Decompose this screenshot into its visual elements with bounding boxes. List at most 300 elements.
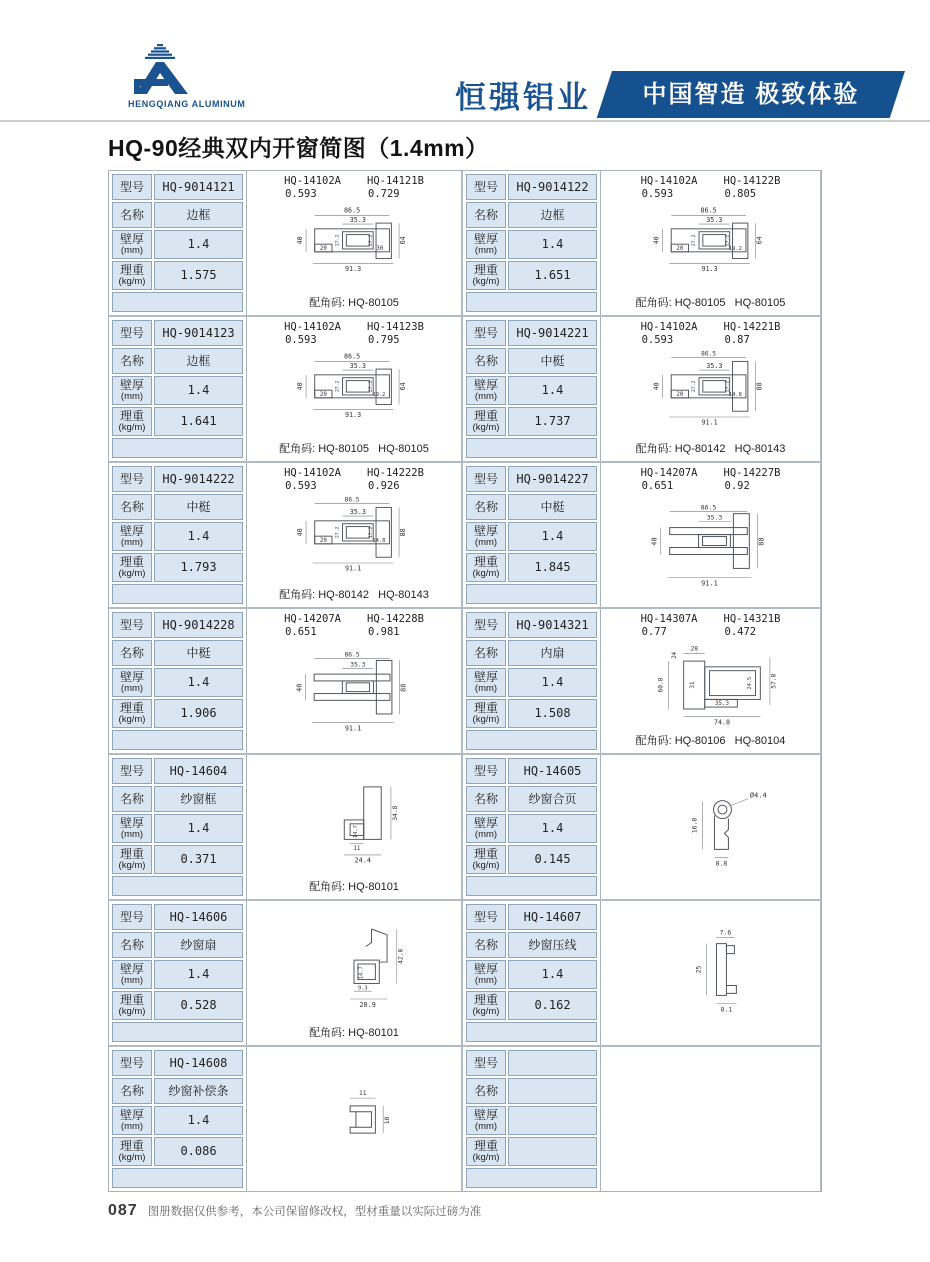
spec-value-name: 中梃 [154, 640, 243, 666]
spec-row-name [466, 786, 597, 812]
spec-row-name [466, 348, 597, 374]
spec-row-thickness [112, 668, 243, 697]
part-label: HQ-14222B 0.926 [367, 467, 424, 492]
spec-empty-cell [466, 1022, 597, 1042]
drawing-area [246, 1047, 461, 1191]
svg-text:40: 40 [295, 683, 304, 692]
spec-row-weight [466, 261, 597, 290]
svg-text:40: 40 [652, 236, 661, 245]
profile-drawing-svg [249, 202, 459, 294]
drawing-area [600, 171, 820, 315]
svg-text:20: 20 [319, 391, 327, 398]
spec-table [463, 463, 600, 607]
spec-value-model: HQ-9014222 [154, 466, 243, 492]
svg-text:57.8: 57.8 [770, 673, 778, 689]
profile-drawing-svg [603, 494, 818, 605]
profile-drawing-svg [249, 494, 459, 586]
spec-table [109, 463, 246, 607]
spec-table [109, 755, 246, 899]
svg-text:8.8: 8.8 [715, 859, 728, 868]
profile-drawing-svg [249, 904, 459, 1024]
spec-value-thickness: 1.4 [154, 668, 243, 697]
drawing-area [600, 317, 820, 461]
profile-card [109, 609, 461, 753]
spec-row-thickness [112, 960, 243, 989]
spec-label-weight: 理重 (kg/m) [466, 261, 506, 290]
svg-text:14.8: 14.8 [372, 537, 386, 544]
part-label: HQ-14207A 0.651 [284, 613, 341, 638]
svg-text:20: 20 [676, 391, 684, 398]
spec-value-thickness: 1.4 [154, 814, 243, 843]
part-label: HQ-14102A 0.593 [284, 175, 341, 200]
svg-text:64: 64 [398, 236, 407, 245]
svg-text:20: 20 [319, 245, 327, 252]
spec-label-weight: 理重 (kg/m) [112, 991, 152, 1020]
drawing-area [246, 171, 461, 315]
spec-label-name: 名称 [466, 932, 506, 958]
spec-value-weight: 1.641 [154, 407, 243, 436]
spec-value-thickness: 1.4 [154, 376, 243, 405]
spec-value-model: HQ-14608 [154, 1050, 243, 1076]
drawing-area [246, 463, 461, 607]
spec-label-model: 型号 [112, 758, 152, 784]
spec-row-filler [466, 1022, 597, 1042]
svg-text:86.5: 86.5 [344, 651, 360, 659]
spec-label-weight: 理重 (kg/m) [112, 1137, 152, 1166]
part-label: HQ-14123B 0.795 [367, 321, 424, 346]
spec-value-name: 中梃 [508, 494, 597, 520]
spec-row-weight [466, 407, 597, 436]
svg-text:24.4: 24.4 [354, 856, 371, 865]
svg-text:35.3: 35.3 [349, 216, 366, 225]
spec-row-model [112, 466, 243, 492]
spec-row-thickness [466, 522, 597, 551]
spec-row-thickness [466, 668, 597, 697]
part-labels [249, 174, 459, 202]
part-labels [249, 466, 459, 494]
svg-text:27.2: 27.2 [369, 380, 375, 393]
drawing-area [246, 317, 461, 461]
svg-text:34.8: 34.8 [391, 805, 399, 821]
svg-text:40: 40 [650, 537, 659, 546]
svg-text:88: 88 [755, 382, 764, 391]
spec-label-model: 型号 [466, 1050, 506, 1076]
part-label: HQ-14207A 0.651 [640, 467, 698, 492]
svg-text:31: 31 [690, 681, 697, 689]
spec-row-weight [466, 991, 597, 1020]
spec-label-thickness: 壁厚 (mm) [112, 522, 152, 551]
profile-card [109, 317, 461, 461]
page-title: HQ-90经典双内开窗简图（1.4mm） [108, 135, 489, 161]
spec-value-name: 中梃 [154, 494, 243, 520]
svg-text:35.3: 35.3 [706, 216, 723, 225]
svg-text:27.2: 27.2 [725, 234, 731, 247]
spec-label-weight: 理重 (kg/m) [466, 553, 506, 582]
spec-empty-cell [112, 1022, 243, 1042]
spec-value-weight: 0.528 [154, 991, 243, 1020]
spec-value-weight: 1.575 [154, 261, 243, 290]
spec-label-thickness: 壁厚 (mm) [112, 960, 152, 989]
svg-text:35.3: 35.3 [349, 362, 366, 371]
svg-text:88: 88 [398, 528, 407, 537]
svg-text:17.2: 17.2 [369, 526, 375, 539]
part-labels [249, 320, 459, 348]
spec-value-model: HQ-14605 [508, 758, 597, 784]
spec-label-weight: 理重 (kg/m) [466, 407, 506, 436]
spec-label-name: 名称 [466, 348, 506, 374]
spec-table [463, 901, 600, 1045]
spec-value-thickness: 1.4 [154, 522, 243, 551]
svg-text:8.1: 8.1 [720, 1005, 733, 1014]
spec-row-model [466, 466, 597, 492]
spec-label-weight: 理重 (kg/m) [466, 991, 506, 1020]
logo-text: HENGQIANG ALUMINUM [128, 99, 246, 109]
svg-text:27.2: 27.2 [335, 380, 341, 393]
spec-value-weight: 1.906 [154, 699, 243, 728]
svg-text:40: 40 [296, 236, 305, 245]
spec-row-filler [466, 584, 597, 604]
spec-row-model [112, 174, 243, 200]
svg-text:20: 20 [676, 245, 684, 252]
spec-label-name: 名称 [466, 202, 506, 228]
spec-label-weight: 理重 (kg/m) [112, 845, 152, 874]
profile-drawing-svg [603, 1050, 818, 1189]
spec-empty-cell [112, 730, 243, 750]
spec-value-model: HQ-9014123 [154, 320, 243, 346]
spec-empty-cell [466, 584, 597, 604]
spec-value-thickness: 1.4 [508, 376, 597, 405]
spec-value-model: HQ-9014221 [508, 320, 597, 346]
corner-code: 配角码: HQ-80105 HQ-80105 [279, 443, 429, 455]
spec-label-thickness: 壁厚 (mm) [466, 960, 506, 989]
spec-value-thickness: 1.4 [508, 230, 597, 259]
profile-card [463, 755, 820, 899]
svg-text:11: 11 [353, 846, 361, 853]
spec-value-thickness: 1.4 [154, 1106, 243, 1135]
svg-text:91.3: 91.3 [344, 411, 362, 419]
spec-label-model: 型号 [112, 320, 152, 346]
svg-text:40: 40 [652, 382, 661, 391]
spec-value-thickness: 1.4 [508, 814, 597, 843]
svg-text:91.1: 91.1 [701, 579, 718, 588]
spec-value-thickness: 1.4 [154, 230, 243, 259]
spec-label-model: 型号 [466, 904, 506, 930]
spec-table [463, 317, 600, 461]
spec-value-name: 中梃 [508, 348, 597, 374]
spec-row-model [112, 758, 243, 784]
spec-empty-cell [112, 876, 243, 896]
spec-empty-cell [466, 438, 597, 458]
svg-text:27.2: 27.2 [692, 380, 698, 393]
svg-text:40: 40 [296, 382, 305, 391]
profile-card [109, 171, 461, 315]
spec-value-model: HQ-9014228 [154, 612, 243, 638]
spec-value-name: 纱窗扇 [154, 932, 243, 958]
spec-label-weight: 理重 (kg/m) [466, 845, 506, 874]
spec-value-name: 内扇 [508, 640, 597, 666]
svg-text:35.3: 35.3 [706, 362, 723, 371]
profile-drawing-svg [249, 348, 459, 440]
spec-label-model: 型号 [112, 174, 152, 200]
spec-row-weight [112, 1137, 243, 1166]
logo-icon [128, 42, 278, 96]
spec-value-name: 纱窗压线 [508, 932, 597, 958]
profile-drawing-svg [603, 640, 818, 732]
profile-card [109, 901, 461, 1045]
profile-drawing-svg [603, 348, 818, 440]
spec-row-thickness [466, 230, 597, 259]
spec-label-name: 名称 [112, 640, 152, 666]
part-label: HQ-14102A 0.593 [640, 321, 698, 346]
svg-text:86.5: 86.5 [700, 206, 717, 215]
spec-row-filler [112, 876, 243, 896]
spec-row-filler [466, 292, 597, 312]
spec-label-thickness: 壁厚 (mm) [112, 1106, 152, 1135]
spec-row-weight [112, 261, 243, 290]
svg-text:86.5: 86.5 [344, 352, 361, 361]
spec-value-thickness: 1.4 [508, 522, 597, 551]
part-labels [249, 612, 459, 640]
spec-row-filler [112, 1022, 243, 1042]
spec-value-name: 边框 [154, 202, 243, 228]
spec-table [109, 609, 246, 753]
spec-row-filler [466, 438, 597, 458]
svg-text:30: 30 [376, 245, 384, 252]
spec-value-model [508, 1050, 597, 1076]
part-labels [603, 174, 818, 202]
spec-row-model [466, 612, 597, 638]
spec-value-model: HQ-14606 [154, 904, 243, 930]
profile-card [463, 1047, 820, 1191]
spec-row-weight [466, 699, 597, 728]
spec-label-name: 名称 [466, 786, 506, 812]
spec-label-weight: 理重 (kg/m) [466, 699, 506, 728]
spec-empty-cell [112, 438, 243, 458]
spec-row-weight [112, 845, 243, 874]
spec-row-filler [466, 1168, 597, 1188]
spec-row-name [466, 202, 597, 228]
svg-text:24.5: 24.5 [746, 676, 753, 690]
spec-row-filler [112, 438, 243, 458]
spec-label-weight: 理重 (kg/m) [112, 553, 152, 582]
profile-card [109, 463, 461, 607]
spec-label-name: 名称 [466, 1078, 506, 1104]
drawing-area [246, 609, 461, 753]
spec-label-thickness: 壁厚 (mm) [112, 230, 152, 259]
svg-text:14.7: 14.7 [358, 966, 365, 980]
spec-value-thickness: 1.4 [154, 960, 243, 989]
part-label: HQ-14228B 0.981 [367, 613, 424, 638]
spec-row-name [466, 932, 597, 958]
spec-row-weight [112, 991, 243, 1020]
spec-label-name: 名称 [466, 640, 506, 666]
spec-label-thickness: 壁厚 (mm) [466, 814, 506, 843]
spec-value-model: HQ-14607 [508, 904, 597, 930]
profile-drawing-svg [249, 1050, 459, 1189]
part-label: HQ-14321B 0.472 [723, 613, 781, 638]
spec-label-thickness: 壁厚 (mm) [466, 376, 506, 405]
svg-text:16.8: 16.8 [690, 817, 699, 834]
spec-label-name: 名称 [466, 494, 506, 520]
svg-text:27.2: 27.2 [692, 234, 698, 247]
spec-row-thickness [466, 960, 597, 989]
spec-value-thickness: 1.4 [508, 668, 597, 697]
spec-row-weight [112, 407, 243, 436]
part-label: HQ-14221B 0.87 [723, 321, 781, 346]
spec-row-thickness [112, 1106, 243, 1135]
spec-value-name: 纱窗框 [154, 786, 243, 812]
logo [128, 42, 278, 109]
svg-text:27.2: 27.2 [335, 234, 341, 247]
spec-empty-cell [466, 1168, 597, 1188]
spec-row-name [112, 494, 243, 520]
spec-value-weight: 0.371 [154, 845, 243, 874]
drawing-area [246, 901, 461, 1045]
svg-text:91.1: 91.1 [344, 564, 362, 573]
corner-code: 配角码: HQ-80101 [309, 1027, 399, 1039]
svg-text:9.3: 9.3 [357, 985, 368, 992]
profile-card [463, 609, 820, 753]
part-label: HQ-14102A 0.593 [640, 175, 698, 200]
spec-row-weight [112, 553, 243, 582]
svg-text:35.3: 35.3 [706, 513, 723, 522]
spec-row-name [112, 932, 243, 958]
svg-text:91.1: 91.1 [701, 418, 718, 427]
svg-text:14.7: 14.7 [352, 825, 359, 839]
brand-text: 恒强铝业 [455, 80, 591, 115]
spec-row-name [466, 494, 597, 520]
banner-text: 中国智造 极致体验 [642, 81, 860, 108]
svg-text:91.1: 91.1 [344, 724, 362, 733]
svg-text:27.2: 27.2 [725, 380, 731, 393]
svg-text:60.8: 60.8 [657, 677, 665, 693]
spec-empty-cell [112, 584, 243, 604]
spec-label-thickness: 壁厚 (mm) [112, 814, 152, 843]
spec-label-model: 型号 [466, 320, 506, 346]
spec-value-model: HQ-9014121 [154, 174, 243, 200]
spec-row-model [112, 1050, 243, 1076]
svg-text:88: 88 [399, 683, 408, 692]
svg-text:86.5: 86.5 [344, 496, 360, 504]
spec-row-thickness [466, 814, 597, 843]
spec-value-weight [508, 1137, 597, 1166]
spec-table [109, 317, 246, 461]
part-label: HQ-14102A 0.593 [284, 321, 341, 346]
svg-text:25: 25 [694, 965, 703, 974]
spec-label-model: 型号 [466, 466, 506, 492]
part-labels [603, 612, 818, 640]
spec-row-filler [112, 730, 243, 750]
svg-text:64: 64 [398, 382, 407, 391]
spec-label-weight: 理重 (kg/m) [466, 1137, 506, 1166]
spec-label-name: 名称 [112, 1078, 152, 1104]
drawing-area [600, 1047, 820, 1191]
spec-value-weight: 0.145 [508, 845, 597, 874]
spec-label-thickness: 壁厚 (mm) [466, 230, 506, 259]
svg-text:35.3: 35.3 [350, 661, 366, 669]
svg-text:86.5: 86.5 [701, 350, 717, 358]
corner-code: 配角码: HQ-80105 [309, 297, 399, 309]
drawing-area [600, 901, 820, 1045]
profile-card [463, 901, 820, 1045]
svg-text:27.2: 27.2 [369, 234, 375, 247]
drawing-area [600, 755, 820, 899]
spec-row-filler [466, 876, 597, 896]
spec-label-thickness: 壁厚 (mm) [466, 522, 506, 551]
corner-code: 配角码: HQ-80105 HQ-80105 [635, 297, 786, 309]
profile-drawing-svg [603, 758, 818, 897]
svg-text:88: 88 [757, 537, 766, 546]
spec-value-name: 纱窗补偿条 [154, 1078, 243, 1104]
svg-text:7.6: 7.6 [719, 928, 732, 937]
spec-label-name: 名称 [112, 786, 152, 812]
footer [108, 1202, 481, 1220]
footer-note: 图册数据仅供参考，本公司保留修改权，型材重量以实际过磅为准 [147, 1206, 482, 1218]
drawing-area [246, 755, 461, 899]
spec-label-model: 型号 [466, 174, 506, 200]
corner-code: 配角码: HQ-80101 [309, 881, 399, 893]
corner-code: 配角码: HQ-80142 HQ-80143 [279, 589, 429, 601]
profile-card [463, 317, 820, 461]
svg-text:27.2: 27.2 [335, 526, 341, 539]
spec-table [463, 171, 600, 315]
corner-code: 配角码: HQ-80106 HQ-80104 [635, 735, 786, 747]
spec-label-name: 名称 [112, 494, 152, 520]
spec-row-thickness [112, 814, 243, 843]
svg-text:74.8: 74.8 [713, 718, 731, 727]
svg-text:10: 10 [384, 1116, 391, 1125]
svg-text:86.5: 86.5 [700, 503, 717, 512]
spec-value-name: 纱窗合页 [508, 786, 597, 812]
spec-label-thickness: 壁厚 (mm) [112, 668, 152, 697]
profile-drawing-svg [603, 202, 818, 294]
spec-value-weight: 1.508 [508, 699, 597, 728]
spec-row-thickness [112, 230, 243, 259]
svg-text:24: 24 [672, 651, 678, 659]
spec-value-weight: 0.162 [508, 991, 597, 1020]
svg-text:42.8: 42.8 [397, 948, 405, 964]
spec-value-thickness [508, 1106, 597, 1135]
svg-text:14.8: 14.8 [729, 391, 742, 398]
svg-text:64: 64 [755, 236, 764, 245]
spec-row-model [112, 612, 243, 638]
spec-row-model [466, 904, 597, 930]
spec-empty-cell [112, 1168, 243, 1188]
spec-row-weight [466, 845, 597, 874]
spec-value-model: HQ-9014321 [508, 612, 597, 638]
page-number: 087 [108, 1202, 138, 1219]
part-label: HQ-14307A 0.77 [640, 613, 698, 638]
spec-table [463, 609, 600, 753]
spec-label-model: 型号 [112, 466, 152, 492]
spec-row-thickness [466, 376, 597, 405]
spec-row-name [112, 640, 243, 666]
part-labels [603, 466, 818, 494]
spec-label-model: 型号 [466, 758, 506, 784]
profile-card [109, 755, 461, 899]
spec-value-model: HQ-14604 [154, 758, 243, 784]
drawing-area [600, 463, 820, 607]
spec-row-name [112, 202, 243, 228]
spec-value-name [508, 1078, 597, 1104]
part-labels [603, 320, 818, 348]
spec-row-model [466, 174, 597, 200]
corner-code: 配角码: HQ-80142 HQ-80143 [635, 443, 786, 455]
spec-row-filler [112, 584, 243, 604]
spec-row-filler [466, 730, 597, 750]
spec-label-weight: 理重 (kg/m) [112, 261, 152, 290]
spec-label-model: 型号 [112, 612, 152, 638]
